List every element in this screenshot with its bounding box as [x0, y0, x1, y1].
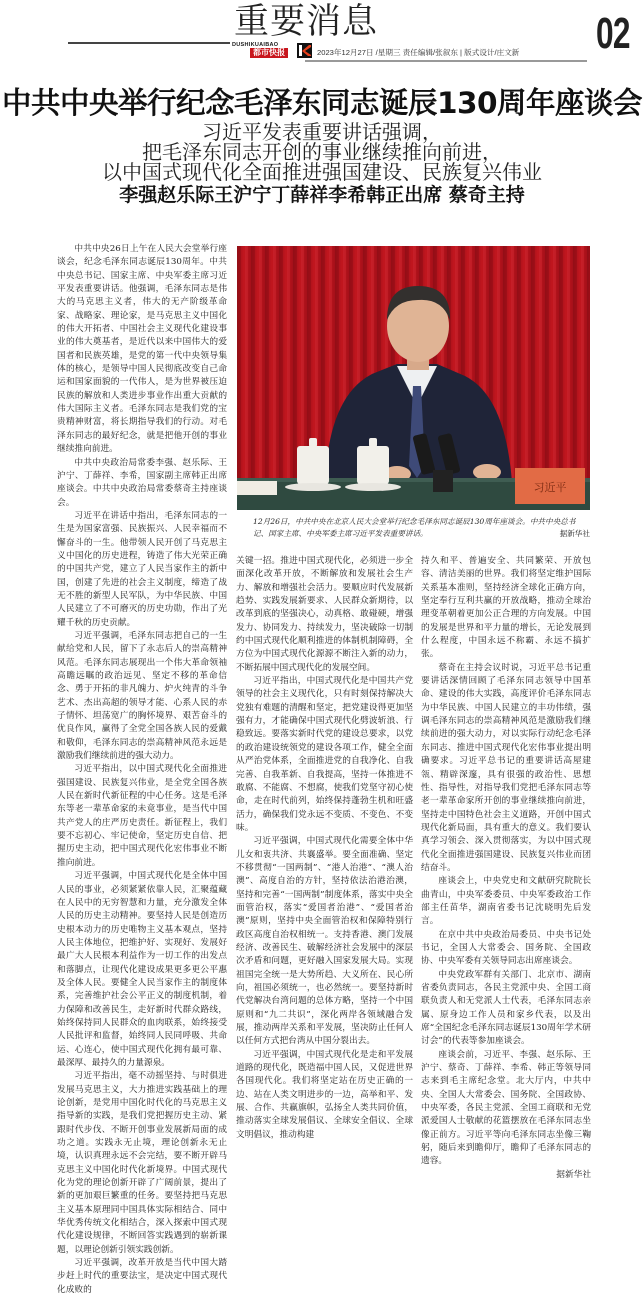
name-card: 习近平	[533, 481, 567, 494]
paragraph: 中共中央26日上午在人民大会堂举行座谈会，纪念毛泽东同志诞辰130周年。中共中央总书记、国家主席、中央军委主席习近平发表重要讲话。他强调，毛泽东同志是伟大的马克思主义者，伟大的无产阶级革命家、战略家、理论家，是马克思主义中国化的伟大开拓者、中国社会主义现代化建设事业的伟大奠基者，是近代以来中国伟大的爱国者和民族英雄，是党的第一代中央领导集体的核心，是领导中国人民彻底改变自己命运和国家面貌的一代伟人，是为世界被压迫民族的解放和人类进步事业作出重大贡献的伟大国际主义者。毛泽东同志是我们党的宝贵精神财富，将长期指导我们的行动。对毛泽东同志的最好纪念，就是把他开创的事业继续推向前进。	[57, 244, 227, 455]
k-logo-icon	[297, 43, 312, 58]
paragraph: 持久和平、普遍安全、共同繁荣、开放包容、清洁美丽的世界。我们将坚定维护国际关系基本准则，坚持经济全球化正确方向，坚定奉行互利共赢的开放战略，推动全球治理变革朝着更加公正合理的方向发展。中国的发展是世界和平力量的增长，无论发展到什么程度，中国永远不称霸、永远不搞扩张。	[421, 556, 591, 660]
newspaper-logo: 都市快报	[250, 48, 288, 58]
paragraph: 关键一招。推进中国式现代化，必须进一步全面深化改革开放，不断解放和发展社会生产力、解放和增强社会活力。要顺应时代发展新趋势、实践发展新要求、人民群众新期待，以改革到底的坚强决心，动真格、敢碰硬，增强发力、协同发力、持续发力，坚决破除一切制约中国式现代化顺利推进的体制机制障碍，全方位为中国式现代化源源不断注入新的动力，不断拓展中国式现代化的发展空间。	[236, 556, 413, 673]
photo-caption	[253, 516, 590, 539]
main-headline: 中共中央举行纪念毛泽东同志诞辰130周年座谈会	[1, 86, 643, 120]
paragraph: 习近平强调，改革开放是当代中国大踏步赶上时代的重要法宝，是决定中国式现代化成败的	[57, 1258, 227, 1295]
paragraph: 习近平指出，以中国式现代化全面推进强国建设、民族复兴伟业，是全党全国各族人民在新时代新征程的中心任务。这是毛泽东等老一辈革命家的未竟事业，是当代中国共产党人的庄严历史责任。新征程上，我们要不忘初心、牢记使命，坚定历史自信、把握历史主动，把中国式现代化宏伟事业不断推向前进。	[57, 764, 227, 868]
caption-text: 12月26日，中共中央在北京人民大会堂举行纪念毛泽东同志诞辰130周年座谈会。中共中央总书记、国家主席、中央军委主席习近平发表重要讲话。	[253, 517, 576, 538]
dateline-rule	[305, 60, 587, 62]
paragraph: 习近平在讲话中指出，毛泽东同志的一生是为国家富强、民族振兴、人民幸福而不懈奋斗的一生。他带领人民开创了马克思主义中国化的历史进程，铸造了伟大光荣正确的中国共产党，建立了人民当家作主的新中国，创建了先进的社会主义制度，缔造了战无不胜的新型人民军队，为中华民族、中国人民建立了不可磨灭的历史功勋，作出了光耀千秋的历史贡献。	[57, 510, 227, 628]
subheadline-line: 习近平发表重要讲话强调，	[202, 120, 442, 144]
paragraph: 蔡奇在主持会议时说，习近平总书记重要讲话深情回顾了毛泽东同志领导中国革命、建设的伟大实践，高度评价毛泽东同志为中华民族、中国人民建立的丰功伟绩，强调毛泽东同志的崇高精神风范是激励我们继续前进的强大动力，对以实际行动纪念毛泽东同志、推进中国式现代化宏伟事业提出明确要求。习近平总书记的重要讲话高屋建瓴、精辟深邃，具有很强的政治性、思想性、指导性，对指导我们党把毛泽东同志等老一辈革命家所开创的事业继续推向前进，坚持走中国特色社会主义道路，开创中国式现代化新局面，具有重大的意义。我们要认真学习领会、深入贯彻落实，为以中国式现代化全面推进强国建设、民族复兴伟业而团结奋斗。	[421, 662, 591, 873]
article-column-left	[57, 243, 227, 1297]
subheadline-line: 把毛泽东同志开创的事业继续推向前进，	[142, 140, 502, 164]
paragraph: 习近平指出，毫不动摇坚持、与时俱进发展马克思主义，大力推进实践基础上的理论创新，是党用中国化时代化的马克思主义指导新的实践，是我们党把握历史主动、紧跟时代步伐、不断开创事业发展新局面的成功之道。实践永无止境，理论创新永无止境，认识真理永远不会完结，要不断开辟马克思主义中国化时代化新境界。中国式现代化为党的理论创新开辟了广阔前景，提出了新的更加艰巨繁重的任务。要坚持把马克思主义基本原理同中国具体实际相结合、同中华优秀传统文化相结合，深入探索中国式现代化建设规律，不断回答实践遇到的崭新课题，以理论创新引领实践创新。	[57, 1071, 227, 1255]
article-column-right	[421, 555, 591, 1182]
masthead-rule	[68, 42, 230, 44]
page-number: 02	[596, 9, 630, 58]
paragraph: 座谈会上，中央党史和文献研究院院长曲青山，中央军委委员、中央军委政治工作部主任苗华，湖南省委书记沈晓明先后发言。	[421, 876, 591, 927]
article-byline: 据新华社	[556, 1169, 591, 1180]
paragraph: 座谈会前，习近平、李强、赵乐际、王沪宁、蔡奇、丁薛祥、李希、韩正等领导同志来到毛主席纪念堂。北大厅内，中共中央、全国人大常委会、国务院、全国政协、中央军委，各民主党派、全国工商联和无党派爱国人士敬献的花篮摆放在毛泽东同志坐像正前方。习近平等向毛泽东同志坐像三鞠躬，随后来到瞻仰厅，瞻仰了毛泽东同志的遗容。	[421, 1049, 591, 1167]
attendees-line: 李强赵乐际王沪宁丁薛祥李希韩正出席 蔡奇主持	[119, 184, 525, 206]
subheadline-line: 以中国式现代化全面推进强国建设、民族复兴伟业	[102, 160, 542, 184]
paragraph: 习近平强调，毛泽东同志把自己的一生献给党和人民，留下了永志后人的崇高精神风范。毛泽东同志展现出一个伟大革命领袖高瞻远瞩的政治远见、坚定不移的革命信念、勇于开拓的非凡魄力、炉火纯青的斗争艺术、杰出高超的领导才能、心系人民的赤子情怀、坦荡宽广的胸怀境界、艰苦奋斗的优良作风，赢得了全党全国各族人民的爱戴和敬仰，毛泽东同志的崇高精神风范永远是激励我们继续前进的强大动力。	[57, 630, 227, 762]
newspaper-pinyin: DUSHIKUAIBAO	[232, 42, 279, 48]
paragraph: 习近平强调，中国式现代化需要全体中华儿女和衷共济、共襄盛举。要全面准确、坚定不移贯彻“一国两制”、“港人治港”、“澳人治澳”、高度自治的方针，坚持依法治港治澳，坚持和完善“一国两制”制度体系，落实中央全面管治权，落实“爱国者治港”、“爱国者治澳”原则，坚持中央全面管治权和保障特别行政区高度自治权相统一。支持香港、澳门发展经济、改善民生、破解经济社会发展中的深层次矛盾和问题，更好融入国家发展大局。实现祖国完全统一是大势所趋、大义所在、民心所向，祖国必须统一，也必然统一。要坚持新时代党解决台湾问题的总体方略，坚持一个中国原则和“九二共识”，深化两岸各领域融合发展，推动两岸关系和平发展，坚决防止任何人以任何方式把台湾从中国分裂出去。	[236, 836, 413, 1047]
paragraph: 习近平强调，中国式现代化是走和平发展道路的现代化，既造福中国人民，又促进世界各国现代化。我们将坚定站在历史正确的一边、站在人类文明进步的一边，高举和平、发展、合作、共赢旗帜，弘扬全人类共同价值，推动落实全球发展倡议、全球安全倡议、全球文明倡议，推动构建	[236, 1049, 413, 1140]
photo-credit: 据新华社	[559, 528, 590, 538]
section-title: 重要消息	[234, 2, 379, 42]
paragraph: 中共中央政治局常委李强、赵乐际、王沪宁、丁薛祥、李希，国家副主席韩正出席座谈会。中共中央政治局常委蔡奇主持座谈会。	[57, 457, 227, 508]
paragraph: 习近平指出，中国式现代化是中国共产党领导的社会主义现代化，只有时刻保持解决大党独有难题的清醒和坚定，把党建设得更加坚强有力，才能确保中国式现代化劈波斩浪、行稳致远。要落实新时代党的建设总要求，以党的政治建设统领党的建设各项工作，健全全面从严治党体系，全面推进党的自我净化、自我完善、自我革新、自我提高，坚持一体推进不敢腐、不能腐、不想腐，使我们党坚守初心使命，走在时代前列，始终保持蓬勃生机和旺盛活力，确保我们党永远不变质、不变色、不变味。	[236, 676, 413, 833]
news-photo	[237, 246, 590, 510]
paragraph: 习近平强调，中国式现代化是全体中国人民的事业，必须紧紧依靠人民，汇聚蕴藏在人民中的无穷智慧和力量，充分激发全体人民的历史主动精神。要坚持人民是创造历史根本动力的历史唯物主义基本观点，坚持人民主体地位，把维护好、实现好、发展好最广大人民根本利益作为一切工作的出发点和落脚点，让现代化建设成果更多更公平惠及全体人民。要健全人民当家作主的制度体系，完善维护社会公平正义的制度机制，着力保障和改善民生，走好新时代群众路线，始终保持同人民群众的血肉联系，始终接受人民批评和监督，始终同人民同呼吸、共命运、心连心，使中国式现代化拥有最可靠、最深厚、最持久的力量源泉。	[57, 871, 227, 1068]
article-column-middle	[236, 555, 413, 1142]
paragraph: 在京中共中央政治局委员、中央书记处书记，全国人大常委会、国务院、全国政协、中央军委有关领导同志出席座谈会。	[421, 929, 591, 967]
dateline: 2023年12月27日 /星期三 责任编辑/张叙东 | 版式设计/庄文新	[317, 48, 520, 57]
paragraph: 中央党政军群有关部门、北京市、湖南省委负责同志，各民主党派中央、全国工商联负责人和无党派人士代表，毛泽东同志亲属、原身边工作人员和家乡代表，以及出席“全国纪念毛泽东同志诞辰130周年学术研讨会”的代表等参加座谈会。	[421, 969, 591, 1047]
